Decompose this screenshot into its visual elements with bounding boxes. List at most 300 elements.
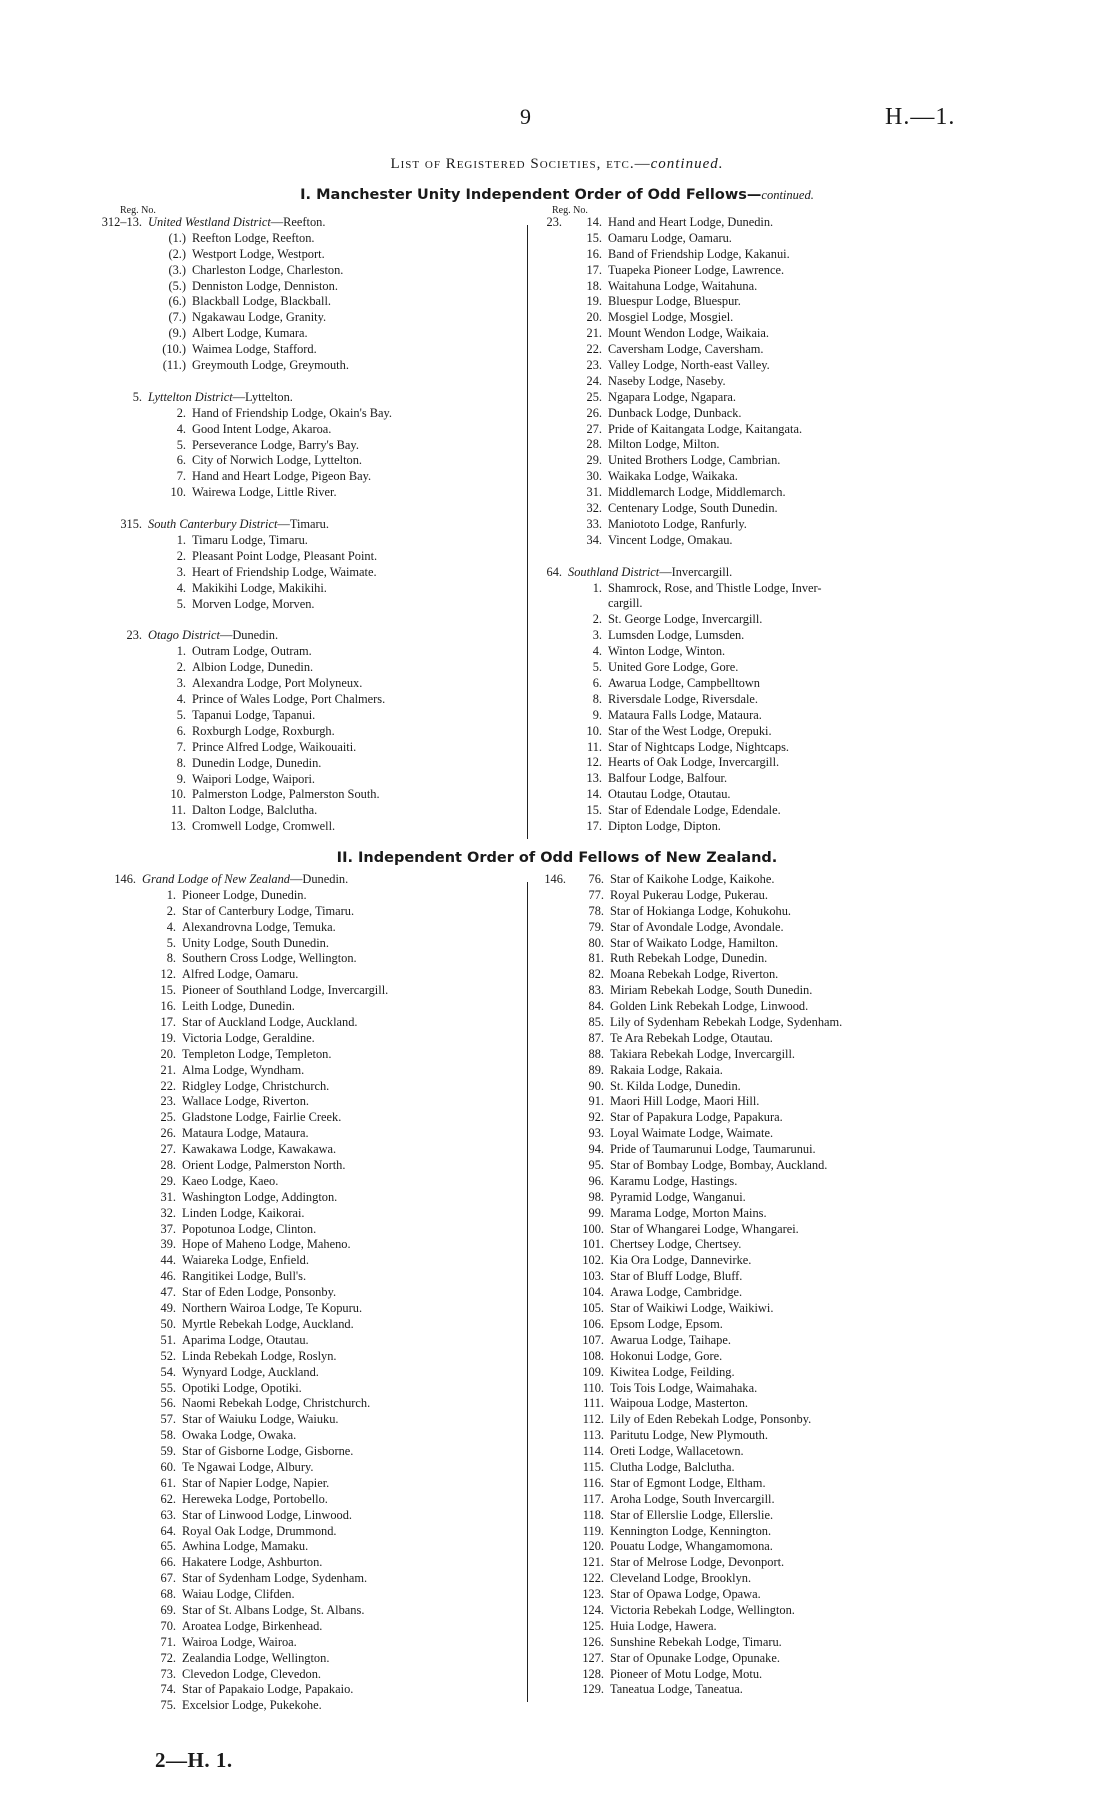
lodge-name: Star of Waikato Lodge, Hamilton. <box>610 935 779 950</box>
lodge-name: Oreti Lodge, Wallacetown. <box>610 1444 744 1459</box>
list-item <box>528 1253 1028 1269</box>
list-item <box>98 438 528 454</box>
district-name: Southland District <box>568 564 660 579</box>
list-item <box>98 469 528 485</box>
lodge-name: Pioneer of Southland Lodge, Invercargill. <box>182 983 389 998</box>
lodge-number: 16. <box>586 246 602 261</box>
lodge-name: Riversdale Lodge, Riversdale. <box>608 691 759 706</box>
lodge-name: Alfred Lodge, Oamaru. <box>182 967 299 982</box>
section-1-title <box>0 187 1114 203</box>
list-item <box>528 1539 1028 1555</box>
lodge-name: Waiareka Lodge, Enfield. <box>182 1253 309 1268</box>
lodge-number: 111. <box>583 1396 604 1411</box>
lodge-name: Naseby Lodge, Naseby. <box>608 373 726 388</box>
lodge-number: (11.) <box>162 358 186 373</box>
lodge-name: Star of Ellerslie Lodge, Ellerslie. <box>610 1507 774 1522</box>
list-item <box>98 1555 528 1571</box>
lodge-name: Pioneer Lodge, Dunedin. <box>182 887 307 902</box>
list-item <box>98 1444 528 1460</box>
lodge-number: 5. <box>176 437 186 452</box>
reg-number: 64. <box>546 564 562 579</box>
lodge-name: Wairewa Lodge, Little River. <box>192 485 337 500</box>
district-heading <box>98 628 528 644</box>
lodge-number: 103. <box>582 1269 604 1284</box>
lodge-number: 117. <box>582 1491 604 1506</box>
lodge-name: Pioneer of Motu Lodge, Motu. <box>610 1666 763 1681</box>
lodge-number: 77. <box>588 887 604 902</box>
list-item <box>528 644 1028 660</box>
lodge-name: Hope of Maheno Lodge, Maheno. <box>182 1237 351 1252</box>
section-2-left-column <box>98 872 528 1714</box>
list-item <box>528 888 1028 904</box>
lodge-name: Valley Lodge, North-east Valley. <box>608 358 770 373</box>
lodge-number: 123. <box>582 1587 604 1602</box>
lodge-number: 64. <box>160 1523 176 1538</box>
lodge-number: 65. <box>160 1539 176 1554</box>
list-item <box>528 469 1028 485</box>
lodge-number: 21. <box>586 326 602 341</box>
lodge-name: Waikaka Lodge, Waikaka. <box>608 469 738 484</box>
list-item <box>528 1412 1028 1428</box>
lodge-name: Alexandra Lodge, Port Molyneux. <box>192 676 363 691</box>
lodge-name: Lily of Eden Rebekah Lodge, Ponsonby. <box>610 1412 812 1427</box>
list-item <box>98 294 528 310</box>
list-item <box>98 1524 528 1540</box>
lodge-name: Excelsior Lodge, Pukekohe. <box>182 1698 322 1713</box>
lodge-name: Star of Napier Lodge, Napier. <box>182 1475 330 1490</box>
lodge-name: Hand and Heart Lodge, Pigeon Bay. <box>192 469 372 484</box>
list-item <box>528 628 1028 644</box>
list-item <box>528 755 1028 771</box>
list-item <box>528 1158 1028 1174</box>
list-item <box>98 1508 528 1524</box>
lodge-name: Albert Lodge, Kumara. <box>192 326 308 341</box>
lodge-name: Awarua Lodge, Campbelltown <box>608 675 760 690</box>
district-town: —Invercargill. <box>659 564 733 579</box>
lodge-name: Maniototo Lodge, Ranfurly. <box>608 516 747 531</box>
lodge-name: Star of Waikiwi Lodge, Waikiwi. <box>610 1301 774 1316</box>
list-item <box>98 1587 528 1603</box>
lodge-number: 78. <box>588 903 604 918</box>
lodge-number: 63. <box>160 1507 176 1522</box>
list-item <box>98 1047 528 1063</box>
lodge-name: City of Norwich Lodge, Lyttelton. <box>192 453 363 468</box>
lodge-number: 1. <box>592 580 602 595</box>
list-item <box>98 310 528 326</box>
lodge-name: Makikihi Lodge, Makikihi. <box>192 580 327 595</box>
lodge-name: Waipoua Lodge, Masterton. <box>610 1396 749 1411</box>
district-town: —Dunedin. <box>290 872 349 886</box>
lodge-number: 15. <box>586 803 602 818</box>
lodge-number: 1. <box>166 887 176 902</box>
list-item <box>98 1571 528 1587</box>
lodge-name: Westport Lodge, Westport. <box>192 246 325 261</box>
lodge-name: Star of Waiuku Lodge, Waiuku. <box>182 1412 339 1427</box>
lodge-name: Lily of Sydenham Rebekah Lodge, Sydenham. <box>610 1015 843 1030</box>
lodge-name: Caversham Lodge, Caversham. <box>608 342 764 357</box>
lodge-name: Cromwell Lodge, Cromwell. <box>192 819 336 834</box>
lodge-name: Kiwitea Lodge, Feilding. <box>610 1364 735 1379</box>
lodge-name: Kaeo Lodge, Kaeo. <box>182 1173 279 1188</box>
lodge-number: 44. <box>160 1253 176 1268</box>
lodge-number: (5.) <box>168 278 186 293</box>
list-item <box>98 565 528 581</box>
lodge-number: 32. <box>160 1205 176 1220</box>
district-town: —Dunedin. <box>219 628 279 643</box>
lodge-number: 3. <box>592 628 602 643</box>
list-item <box>528 660 1028 676</box>
lodge-number: 17. <box>586 262 602 277</box>
lodge-number: 19. <box>586 294 602 309</box>
lodge-name: Aparima Lodge, Otautau. <box>182 1332 309 1347</box>
lodge-name: Moana Rebekah Lodge, Riverton. <box>610 967 779 982</box>
list-item <box>528 872 1028 888</box>
lodge-name: Leith Lodge, Dunedin. <box>182 999 295 1014</box>
lodge-number: 23. <box>586 358 602 373</box>
lodge-number: 10. <box>586 723 602 738</box>
lodge-number: 24. <box>586 373 602 388</box>
lodge-name: Hakatere Lodge, Ashburton. <box>182 1555 323 1570</box>
list-item <box>98 983 528 999</box>
spacer <box>98 612 528 628</box>
lodge-name: Band of Friendship Lodge, Kakanui. <box>608 246 790 261</box>
lodge-name: Aroatea Lodge, Birkenhead. <box>182 1618 323 1633</box>
spacer <box>98 374 528 390</box>
lodge-name: Taneatua Lodge, Taneatua. <box>610 1682 743 1697</box>
list-item <box>528 740 1028 756</box>
lodge-number: 73. <box>160 1666 176 1681</box>
lodge-name: Star of Whangarei Lodge, Whangarei. <box>610 1221 799 1236</box>
lodge-number: 3. <box>176 564 186 579</box>
lodge-number: 93. <box>588 1126 604 1141</box>
list-item <box>98 1381 528 1397</box>
lodge-number: 11. <box>170 803 186 818</box>
list-item <box>98 1110 528 1126</box>
lodge-number: 27. <box>160 1142 176 1157</box>
list-item <box>528 1365 1028 1381</box>
lodge-number: 81. <box>588 951 604 966</box>
lodge-name: Takiara Rebekah Lodge, Invercargill. <box>610 1046 796 1061</box>
list-item <box>528 936 1028 952</box>
lodge-number: 26. <box>160 1126 176 1141</box>
lodge-number: 20. <box>160 1046 176 1061</box>
lodge-number: 28. <box>160 1158 176 1173</box>
lodge-number: 76. <box>588 872 604 886</box>
lodge-number: 126. <box>582 1634 604 1649</box>
lodge-name: Star of Auckland Lodge, Auckland. <box>182 1015 358 1030</box>
lodge-name: Karamu Lodge, Hastings. <box>610 1173 738 1188</box>
lodge-number: 72. <box>160 1650 176 1665</box>
list-item <box>98 279 528 295</box>
lodge-number: 9. <box>592 707 602 722</box>
list-item <box>98 1301 528 1317</box>
lodge-name: Victoria Lodge, Geraldine. <box>182 1030 315 1045</box>
lodge-name: Perseverance Lodge, Barry's Bay. <box>192 437 359 452</box>
lodge-number: 71. <box>160 1634 176 1649</box>
lodge-number: 121. <box>582 1555 604 1570</box>
lodge-name: Star of Papakura Lodge, Papakura. <box>610 1110 783 1125</box>
lodge-number: 4. <box>176 580 186 595</box>
lodge-name: Paritutu Lodge, New Plymouth. <box>610 1428 768 1443</box>
lodge-name: Dunback Lodge, Dunback. <box>608 405 742 420</box>
list-item <box>98 660 528 676</box>
list-item <box>98 549 528 565</box>
list-item <box>98 247 528 263</box>
list-item <box>98 342 528 358</box>
list-item <box>528 1619 1028 1635</box>
list-item <box>98 1031 528 1047</box>
column-divider-1 <box>527 225 528 839</box>
list-item <box>528 1444 1028 1460</box>
list-item <box>98 999 528 1015</box>
list-item <box>98 1253 528 1269</box>
list-item <box>98 1428 528 1444</box>
lodge-name: Myrtle Rebekah Lodge, Auckland. <box>182 1316 354 1331</box>
reg-number: 23. <box>126 628 142 643</box>
lodge-number: 52. <box>160 1348 176 1363</box>
list-item <box>528 1094 1028 1110</box>
section-1-right-column <box>528 215 1028 835</box>
lodge-name: Clutha Lodge, Balclutha. <box>610 1459 735 1474</box>
lodge-name: Star of Bombay Lodge, Bombay, Auckland. <box>610 1158 828 1173</box>
lodge-name: Lumsden Lodge, Lumsden. <box>608 628 745 643</box>
lodge-name: Bluespur Lodge, Bluespur. <box>608 294 741 309</box>
lodge-number: 51. <box>160 1332 176 1347</box>
lodge-number: 69. <box>160 1602 176 1617</box>
lodge-number: 56. <box>160 1396 176 1411</box>
list-item <box>98 1269 528 1285</box>
list-item <box>528 708 1028 724</box>
lodge-number: 82. <box>588 967 604 982</box>
lodge-number: 7. <box>176 739 186 754</box>
lodge-number: 79. <box>588 919 604 934</box>
list-item <box>528 1651 1028 1667</box>
list-item <box>98 1349 528 1365</box>
lodge-number: 21. <box>160 1062 176 1077</box>
lodge-name: Centenary Lodge, South Dunedin. <box>608 501 778 516</box>
lodge-number: 94. <box>588 1142 604 1157</box>
list-item <box>98 422 528 438</box>
lodge-name: Hearts of Oak Lodge, Invercargill. <box>608 755 780 770</box>
lodge-name: Dalton Lodge, Balclutha. <box>192 803 318 818</box>
district-heading <box>98 215 528 231</box>
lodge-number: (9.) <box>168 326 186 341</box>
lodge-number: 2. <box>592 612 602 627</box>
list-item <box>98 1126 528 1142</box>
list-item <box>528 676 1028 692</box>
list-item <box>528 1063 1028 1079</box>
list-item <box>528 310 1028 326</box>
lodge-number: 88. <box>588 1046 604 1061</box>
lodge-number: 32. <box>586 501 602 516</box>
lodge-number: 55. <box>160 1380 176 1395</box>
list-item <box>98 1651 528 1667</box>
list-item <box>98 1285 528 1301</box>
lodge-number: 5. <box>592 660 602 675</box>
column-divider-2 <box>527 882 528 1702</box>
lodge-number: 58. <box>160 1428 176 1443</box>
list-item <box>98 1396 528 1412</box>
lodge-number: 20. <box>586 310 602 325</box>
list-item <box>528 787 1028 803</box>
list-item <box>528 612 1028 628</box>
list-title <box>0 156 1114 173</box>
list-item <box>528 1079 1028 1095</box>
lodge-name: Alma Lodge, Wyndham. <box>182 1062 305 1077</box>
reg-number: 312–13. <box>101 215 142 229</box>
lodge-name: Star of Opawa Lodge, Opawa. <box>610 1587 761 1602</box>
list-item <box>528 692 1028 708</box>
lodge-name: St. Kilda Lodge, Dunedin. <box>610 1078 741 1093</box>
list-item <box>98 1603 528 1619</box>
lodge-name: Arawa Lodge, Cambridge. <box>610 1285 743 1300</box>
lodge-number: 105. <box>582 1301 604 1316</box>
lodge-number: (1.) <box>168 230 186 245</box>
lodge-name: Opotiki Lodge, Opotiki. <box>182 1380 302 1395</box>
lodge-name: Huia Lodge, Hawera. <box>610 1618 717 1633</box>
lodge-name: Clevedon Lodge, Clevedon. <box>182 1666 322 1681</box>
list-item <box>528 1587 1028 1603</box>
list-item <box>528 1381 1028 1397</box>
lodge-number: 127. <box>582 1650 604 1665</box>
list-item <box>528 279 1028 295</box>
list-item <box>528 1031 1028 1047</box>
lodge-number: 9. <box>176 771 186 786</box>
list-item <box>98 1698 528 1714</box>
district-heading <box>528 565 1028 581</box>
list-item <box>528 453 1028 469</box>
lodge-number: 104. <box>582 1285 604 1300</box>
lodge-number: 17. <box>160 1015 176 1030</box>
lodge-number: 31. <box>160 1189 176 1204</box>
lodge-number: 5. <box>176 596 186 611</box>
list-item <box>98 1333 528 1349</box>
list-item <box>98 406 528 422</box>
lodge-name: Waimea Lodge, Stafford. <box>192 342 317 357</box>
lodge-name: Gladstone Lodge, Fairlie Creek. <box>182 1110 342 1125</box>
list-item <box>528 1190 1028 1206</box>
lodge-name: Greymouth Lodge, Greymouth. <box>192 358 349 373</box>
lodge-name: Denniston Lodge, Denniston. <box>192 278 338 293</box>
list-item <box>528 1571 1028 1587</box>
list-item <box>528 1317 1028 1333</box>
list-item <box>98 920 528 936</box>
reg-no-label-left: Reg. No. <box>120 205 156 216</box>
lodge-number: 84. <box>588 999 604 1014</box>
lodge-number: 27. <box>586 421 602 436</box>
list-item <box>528 983 1028 999</box>
lodge-name: Pyramid Lodge, Wanganui. <box>610 1189 746 1204</box>
lodge-name: Naomi Rebekah Lodge, Christchurch. <box>182 1396 371 1411</box>
lodge-name: Sunshine Rebekah Lodge, Timaru. <box>610 1634 782 1649</box>
lodge-number: 29. <box>160 1173 176 1188</box>
lodge-name: Ngakawau Lodge, Granity. <box>192 310 327 325</box>
reg-no-label-right: Reg. No. <box>552 205 588 216</box>
lodge-number: 10. <box>170 485 186 500</box>
lodge-number: 4. <box>176 692 186 707</box>
lodge-name: Good Intent Lodge, Akaroa. <box>192 421 332 436</box>
lodge-name: Hereweka Lodge, Portobello. <box>182 1491 328 1506</box>
list-item <box>98 1158 528 1174</box>
lodge-number: 8. <box>176 755 186 770</box>
list-item <box>528 1015 1028 1031</box>
signature-mark: 2—H. 1. <box>155 1748 233 1772</box>
list-item <box>528 803 1028 819</box>
list-item <box>98 581 528 597</box>
lodge-number: (3.) <box>168 262 186 277</box>
list-item <box>528 263 1028 279</box>
lodge-name: Miriam Rebekah Lodge, South Dunedin. <box>610 983 813 998</box>
list-item <box>528 771 1028 787</box>
lodge-number: 75. <box>160 1698 176 1713</box>
lodge-number: 5. <box>166 935 176 950</box>
lodge-number: 66. <box>160 1555 176 1570</box>
list-item <box>98 676 528 692</box>
list-item <box>528 819 1028 835</box>
list-item <box>98 692 528 708</box>
list-item <box>528 1237 1028 1253</box>
list-item <box>98 597 528 613</box>
list-item <box>98 936 528 952</box>
lodge-name: Blackball Lodge, Blackball. <box>192 294 332 309</box>
list-item <box>98 888 528 904</box>
lodge-name: Maori Hill Lodge, Maori Hill. <box>610 1094 760 1109</box>
lodge-number: 68. <box>160 1587 176 1602</box>
lodge-name: Linden Lodge, Kaikorai. <box>182 1205 305 1220</box>
list-item <box>98 1237 528 1253</box>
lodge-name: Hand and Heart Lodge, Dunedin. <box>608 215 774 229</box>
lodge-name: Mount Wendon Lodge, Waikaia. <box>608 326 770 341</box>
lodge-number: 4. <box>592 644 602 659</box>
list-item <box>98 1412 528 1428</box>
list-item <box>98 1142 528 1158</box>
list-item <box>98 485 528 501</box>
lodge-name: Star of Egmont Lodge, Eltham. <box>610 1475 766 1490</box>
lodge-number: 116. <box>582 1475 604 1490</box>
lodge-number: (7.) <box>168 310 186 325</box>
lodge-name: Alexandrovna Lodge, Temuka. <box>182 919 336 934</box>
list-item <box>528 533 1028 549</box>
lodge-name: Oamaru Lodge, Oamaru. <box>608 230 732 245</box>
lodge-number: 18. <box>586 278 602 293</box>
lodge-name: Palmerston Lodge, Palmerston South. <box>192 787 380 802</box>
lodge-number: 113. <box>582 1428 604 1443</box>
lodge-name: Shamrock, Rose, and Thistle Lodge, Inver- <box>608 580 822 595</box>
lodge-number: 109. <box>582 1364 604 1379</box>
lodge-name: Star of Edendale Lodge, Edendale. <box>608 803 781 818</box>
lodge-number: 125. <box>582 1618 604 1633</box>
lodge-number: 28. <box>586 437 602 452</box>
list-item <box>528 485 1028 501</box>
lodge-number: 11. <box>586 739 602 754</box>
lodge-number: 34. <box>586 532 602 547</box>
lodge-name: St. George Lodge, Invercargill. <box>608 612 763 627</box>
lodge-name: Golden Link Rebekah Lodge, Linwood. <box>610 999 809 1014</box>
list-item <box>98 772 528 788</box>
lodge-name: Vincent Lodge, Omakau. <box>608 532 733 547</box>
list-item <box>528 1301 1028 1317</box>
list-item <box>98 904 528 920</box>
lodge-number: 85. <box>588 1015 604 1030</box>
lodge-number: 26. <box>586 405 602 420</box>
list-item <box>528 1349 1028 1365</box>
lodge-name: Star of Bluff Lodge, Bluff. <box>610 1269 743 1284</box>
lodge-number: (2.) <box>168 246 186 261</box>
list-item <box>528 358 1028 374</box>
list-item <box>528 1682 1028 1698</box>
lodge-name: Linda Rebekah Lodge, Roslyn. <box>182 1348 337 1363</box>
district-name: United Westland District <box>148 215 271 229</box>
